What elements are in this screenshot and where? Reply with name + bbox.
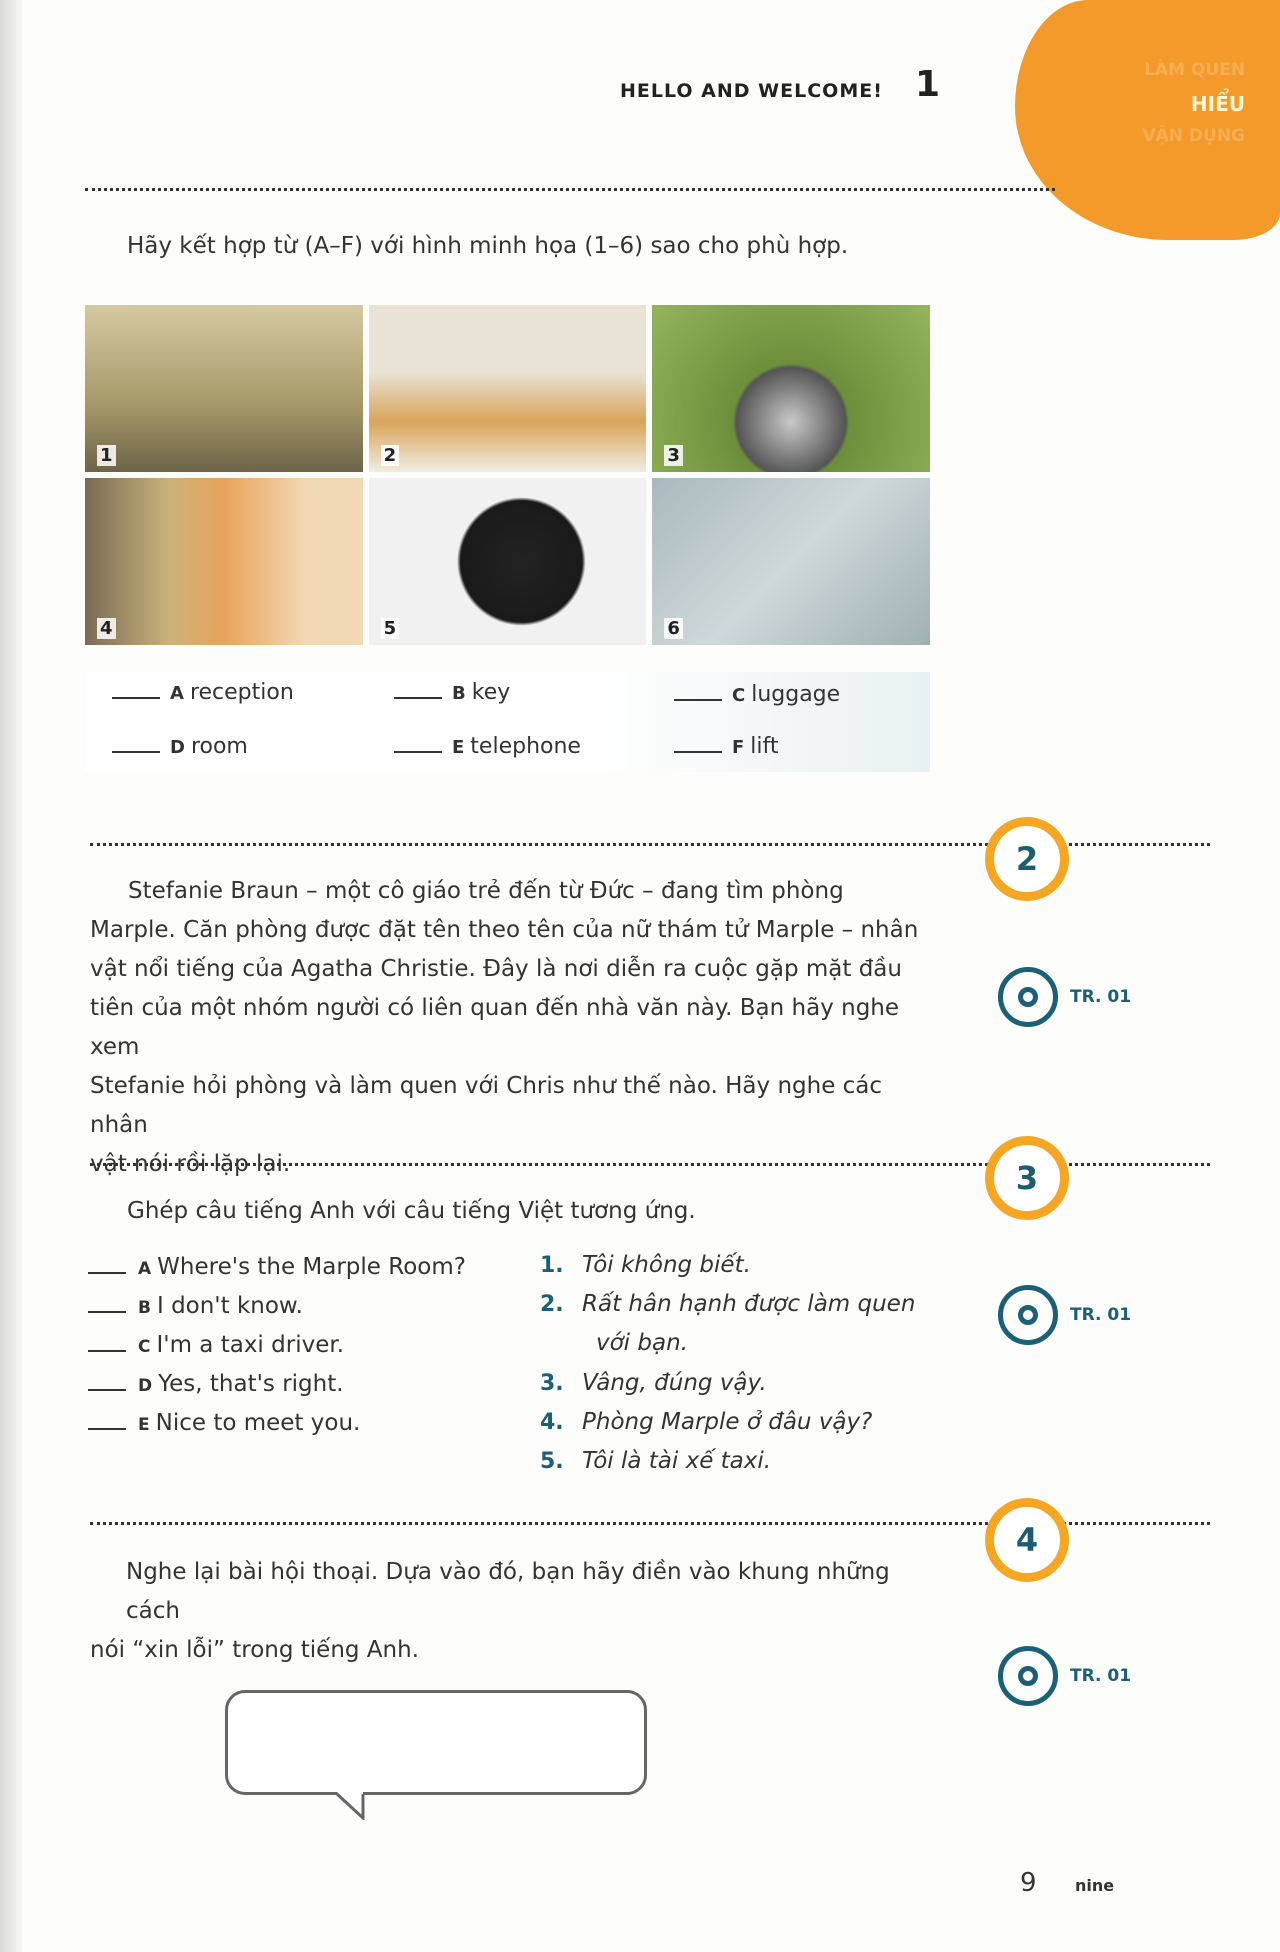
- cd-icon: [998, 1285, 1058, 1345]
- answer-blank[interactable]: [88, 1428, 126, 1430]
- track-label: TR. 01: [1070, 1666, 1132, 1686]
- track-label: TR. 01: [1070, 1305, 1132, 1325]
- word-item: E telephone: [394, 734, 581, 759]
- vietnamese-sentence-cont: với bạn.: [596, 1330, 688, 1356]
- audio-track[interactable]: [998, 1285, 1131, 1345]
- english-sentence: B I don't know.: [88, 1293, 303, 1319]
- ex1-instruction: Hãy kết hợp từ (A–F) với hình minh họa (1–6) sao cho phù hợp.: [127, 233, 849, 259]
- level-lam-quen: LÀM QUEN: [1144, 60, 1245, 80]
- track-label: TR. 01: [1070, 987, 1132, 1007]
- vietnamese-sentence: 4. Phòng Marple ở đâu vậy?: [540, 1409, 873, 1435]
- picture-number: 5: [381, 618, 400, 639]
- exercise-number: 3: [985, 1136, 1069, 1220]
- answer-blank[interactable]: [88, 1350, 126, 1352]
- speech-bubble-tail: [335, 1790, 375, 1820]
- unit-title: HELLO AND WELCOME!: [620, 80, 883, 102]
- unit-number: 1: [915, 64, 941, 105]
- answer-blank[interactable]: [88, 1389, 126, 1391]
- picture-number: 3: [664, 445, 683, 466]
- picture-number: 2: [381, 445, 400, 466]
- answer-blank[interactable]: [394, 751, 442, 753]
- answer-blank[interactable]: [88, 1311, 126, 1313]
- cd-icon: [998, 1646, 1058, 1706]
- word-item: F lift: [674, 734, 779, 759]
- word-item: D room: [112, 734, 248, 759]
- exercise-number: 4: [985, 1498, 1069, 1582]
- answer-blank[interactable]: [88, 1272, 126, 1274]
- english-sentence: A Where's the Marple Room?: [88, 1254, 466, 1280]
- answer-blank[interactable]: [112, 697, 160, 699]
- picture-grid: [85, 305, 930, 645]
- english-sentence: E Nice to meet you.: [88, 1410, 360, 1436]
- answer-blank[interactable]: [394, 697, 442, 699]
- page-number: 9: [1020, 1868, 1037, 1898]
- answer-blank[interactable]: [112, 751, 160, 753]
- divider: [85, 188, 1055, 191]
- book-spine-shadow: [0, 0, 22, 1952]
- exercise-number: 2: [985, 817, 1069, 901]
- english-sentence: C I'm a taxi driver.: [88, 1332, 344, 1358]
- picture-room: [369, 305, 647, 472]
- word-item: C luggage: [674, 682, 840, 707]
- vietnamese-sentence: 1. Tôi không biết.: [540, 1252, 751, 1278]
- ex2-paragraph: Stefanie Braun – một cô giáo trẻ đến từ Đức – đang tìm phòng Marple. Căn phòng được đặt tên theo tên của nữ thám tử Marple – nhân vật nổi tiếng của Agatha Christie. Đây là nơi diễn ra cuộc gặp mặt đầu tiên của một nhóm người có liên quan đến nhà văn này. Bạn hãy nghe xem Stefanie hỏi phòng và làm quen với Chris như thế nào. Hãy nghe các nhân vật nói rồi lặp lại.: [90, 878, 919, 1177]
- answer-blank[interactable]: [674, 751, 722, 753]
- answer-blank[interactable]: [674, 699, 722, 701]
- english-sentence: D Yes, that's right.: [88, 1371, 344, 1397]
- level-circle: [1015, 0, 1280, 240]
- picture-lift: [652, 478, 930, 645]
- level-van-dung: VẬN DỤNG: [1142, 126, 1245, 146]
- page-number-word: nine: [1075, 1876, 1115, 1895]
- vietnamese-sentence: 3. Vâng, đúng vậy.: [540, 1370, 767, 1396]
- word-item: B key: [394, 680, 510, 705]
- vietnamese-sentence: 5. Tôi là tài xế taxi.: [540, 1448, 772, 1474]
- picture-key: [85, 478, 363, 645]
- picture-number: 1: [97, 445, 116, 466]
- cd-icon: [998, 967, 1058, 1027]
- picture-number: 4: [97, 618, 116, 639]
- vietnamese-sentence: 2. Rất hân hạnh được làm quen: [540, 1291, 916, 1317]
- audio-track[interactable]: [998, 1646, 1131, 1706]
- ex3-instruction: Ghép câu tiếng Anh với câu tiếng Việt tương ứng.: [127, 1198, 696, 1224]
- answer-speech-bubble[interactable]: [225, 1690, 647, 1795]
- picture-reception-bell: [652, 305, 930, 472]
- picture-number: 6: [664, 618, 683, 639]
- audio-track[interactable]: [998, 967, 1131, 1027]
- picture-telephone: [369, 478, 647, 645]
- ex4-paragraph: Nghe lại bài hội thoại. Dựa vào đó, bạn hãy điền vào khung những cách nói “xin lỗi” trong tiếng Anh.: [90, 1559, 890, 1663]
- picture-luggage: [85, 305, 363, 472]
- word-item: A reception: [112, 680, 294, 705]
- level-hieu: HIỂU: [1190, 92, 1245, 116]
